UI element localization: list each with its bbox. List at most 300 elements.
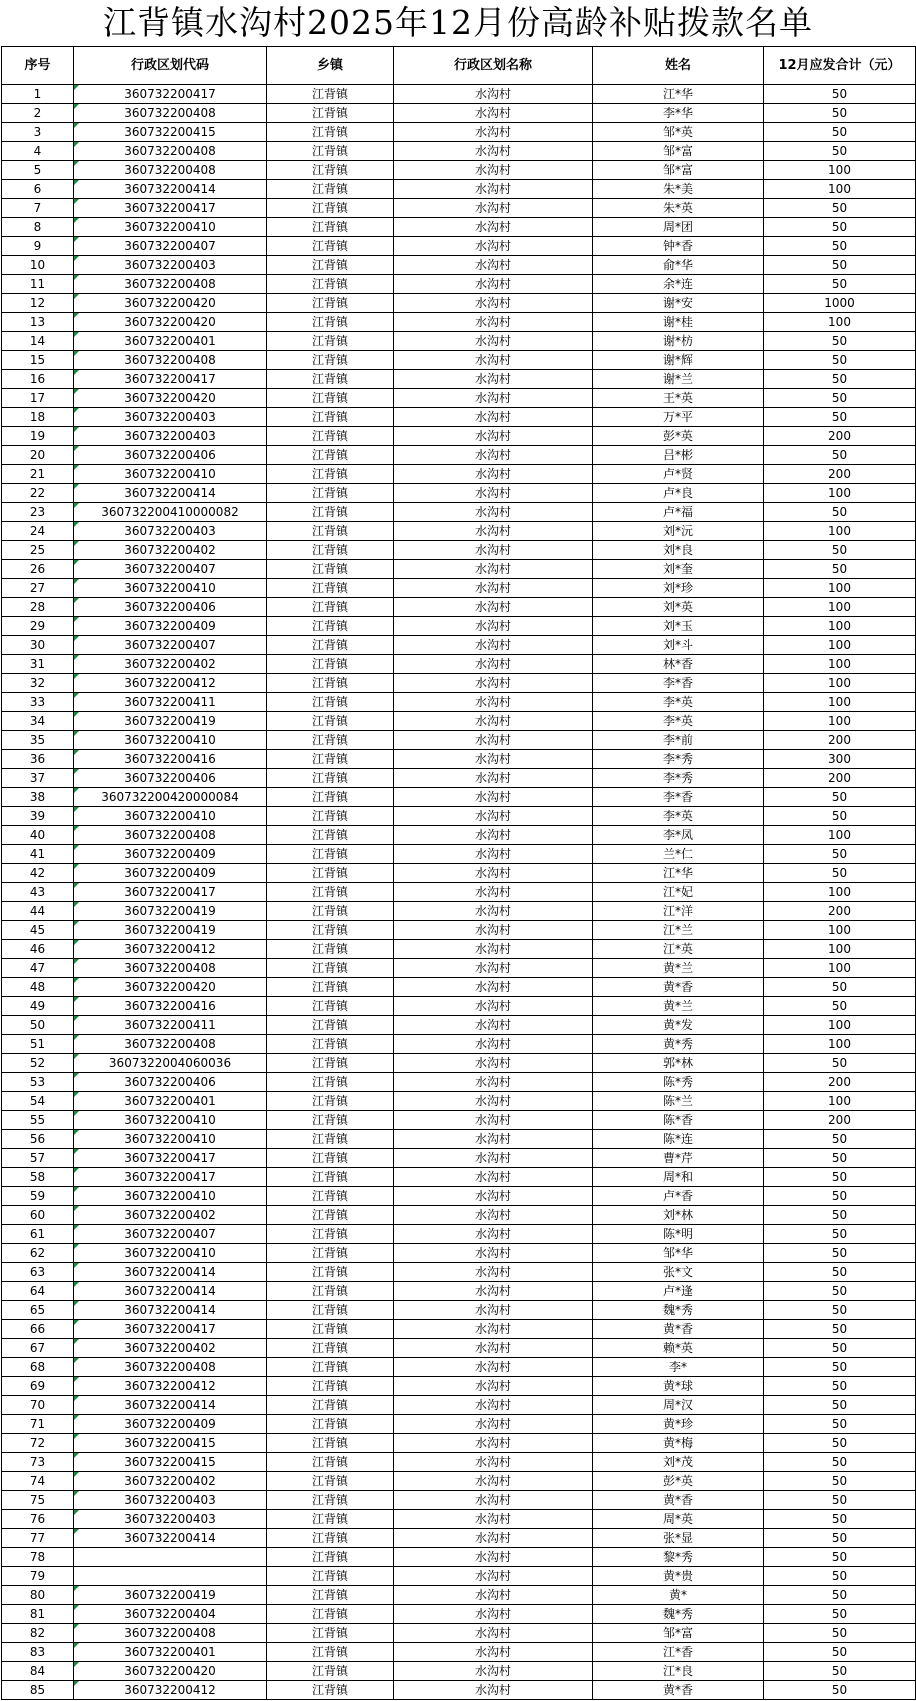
cell-division-code[interactable]: 360732200414 <box>74 180 267 199</box>
cell-division-code[interactable] <box>74 1548 267 1567</box>
cell-division-code[interactable]: 360732200401 <box>74 1643 267 1662</box>
cell-township[interactable]: 江背镇 <box>267 845 394 864</box>
cell-division-code[interactable]: 360732200401 <box>74 332 267 351</box>
cell-index[interactable]: 80 <box>2 1586 74 1605</box>
cell-division-name[interactable]: 水沟村 <box>394 655 593 674</box>
cell-division-name[interactable]: 水沟村 <box>394 807 593 826</box>
cell-division-code[interactable]: 360732200411 <box>74 1016 267 1035</box>
cell-index[interactable]: 27 <box>2 579 74 598</box>
cell-name[interactable]: 黄*珍 <box>593 1415 764 1434</box>
cell-division-name[interactable]: 水沟村 <box>394 1605 593 1624</box>
cell-division-code[interactable]: 360732200420 <box>74 1662 267 1681</box>
cell-township[interactable]: 江背镇 <box>267 1054 394 1073</box>
cell-index[interactable]: 34 <box>2 712 74 731</box>
cell-amount[interactable]: 50 <box>764 142 916 161</box>
cell-amount[interactable]: 50 <box>764 218 916 237</box>
cell-township[interactable]: 江背镇 <box>267 655 394 674</box>
cell-index[interactable]: 56 <box>2 1130 74 1149</box>
cell-name[interactable]: 俞*华 <box>593 256 764 275</box>
cell-index[interactable]: 71 <box>2 1415 74 1434</box>
cell-division-code[interactable]: 360732200414 <box>74 484 267 503</box>
cell-name[interactable]: 林*香 <box>593 655 764 674</box>
cell-township[interactable]: 江背镇 <box>267 1301 394 1320</box>
cell-division-code[interactable]: 360732200403 <box>74 427 267 446</box>
cell-division-code[interactable]: 360732200417 <box>74 370 267 389</box>
cell-township[interactable]: 江背镇 <box>267 1282 394 1301</box>
cell-name[interactable]: 曹*芹 <box>593 1149 764 1168</box>
cell-name[interactable]: 刘*良 <box>593 541 764 560</box>
cell-township[interactable]: 江背镇 <box>267 1624 394 1643</box>
cell-township[interactable]: 江背镇 <box>267 636 394 655</box>
cell-township[interactable]: 江背镇 <box>267 1339 394 1358</box>
cell-township[interactable]: 江背镇 <box>267 712 394 731</box>
cell-amount[interactable]: 50 <box>764 1453 916 1472</box>
cell-amount[interactable]: 50 <box>764 1320 916 1339</box>
cell-division-name[interactable]: 水沟村 <box>394 1263 593 1282</box>
cell-amount[interactable]: 100 <box>764 940 916 959</box>
cell-name[interactable]: 李*英 <box>593 693 764 712</box>
cell-amount[interactable]: 100 <box>764 1035 916 1054</box>
cell-amount[interactable]: 50 <box>764 1510 916 1529</box>
cell-division-name[interactable]: 水沟村 <box>394 1415 593 1434</box>
cell-township[interactable]: 江背镇 <box>267 769 394 788</box>
cell-division-name[interactable]: 水沟村 <box>394 1016 593 1035</box>
cell-township[interactable]: 江背镇 <box>267 1320 394 1339</box>
cell-name[interactable]: 周*汉 <box>593 1396 764 1415</box>
cell-division-code[interactable]: 360732200408 <box>74 161 267 180</box>
cell-index[interactable]: 85 <box>2 1681 74 1700</box>
cell-amount[interactable]: 50 <box>764 1415 916 1434</box>
cell-division-name[interactable]: 水沟村 <box>394 845 593 864</box>
cell-name[interactable]: 邹*富 <box>593 161 764 180</box>
cell-division-name[interactable]: 水沟村 <box>394 1244 593 1263</box>
cell-township[interactable]: 江背镇 <box>267 978 394 997</box>
cell-amount[interactable]: 50 <box>764 1548 916 1567</box>
cell-index[interactable]: 19 <box>2 427 74 446</box>
cell-index[interactable]: 23 <box>2 503 74 522</box>
cell-index[interactable]: 21 <box>2 465 74 484</box>
cell-amount[interactable]: 100 <box>764 579 916 598</box>
cell-amount[interactable]: 100 <box>764 655 916 674</box>
cell-division-code[interactable]: 360732200408 <box>74 1358 267 1377</box>
cell-division-name[interactable]: 水沟村 <box>394 636 593 655</box>
cell-division-name[interactable]: 水沟村 <box>394 1681 593 1700</box>
cell-township[interactable]: 江背镇 <box>267 503 394 522</box>
cell-township[interactable]: 江背镇 <box>267 484 394 503</box>
cell-name[interactable]: 郭*林 <box>593 1054 764 1073</box>
cell-division-name[interactable]: 水沟村 <box>394 1130 593 1149</box>
cell-township[interactable]: 江背镇 <box>267 826 394 845</box>
cell-division-code[interactable]: 360732200404 <box>74 1605 267 1624</box>
cell-township[interactable]: 江背镇 <box>267 1643 394 1662</box>
cell-amount[interactable]: 50 <box>764 256 916 275</box>
cell-amount[interactable]: 50 <box>764 1434 916 1453</box>
cell-index[interactable]: 47 <box>2 959 74 978</box>
cell-amount[interactable]: 50 <box>764 408 916 427</box>
cell-name[interactable]: 刘*英 <box>593 598 764 617</box>
cell-township[interactable]: 江背镇 <box>267 807 394 826</box>
cell-index[interactable]: 53 <box>2 1073 74 1092</box>
cell-division-code[interactable]: 360732200410 <box>74 1130 267 1149</box>
cell-amount[interactable]: 50 <box>764 332 916 351</box>
cell-township[interactable]: 江背镇 <box>267 560 394 579</box>
cell-division-code[interactable]: 360732200409 <box>74 617 267 636</box>
cell-name[interactable]: 李*华 <box>593 104 764 123</box>
cell-division-code[interactable]: 360732200414 <box>74 1263 267 1282</box>
cell-amount[interactable]: 100 <box>764 636 916 655</box>
cell-name[interactable]: 谢*安 <box>593 294 764 313</box>
cell-amount[interactable]: 50 <box>764 1681 916 1700</box>
cell-division-code[interactable]: 360732200408 <box>74 959 267 978</box>
cell-name[interactable]: 余*连 <box>593 275 764 294</box>
cell-name[interactable]: 黄*香 <box>593 1491 764 1510</box>
cell-division-name[interactable]: 水沟村 <box>394 1586 593 1605</box>
cell-name[interactable]: 刘*珍 <box>593 579 764 598</box>
cell-name[interactable]: 江*兰 <box>593 921 764 940</box>
cell-amount[interactable]: 50 <box>764 541 916 560</box>
cell-division-code[interactable]: 360732200402 <box>74 1339 267 1358</box>
cell-township[interactable]: 江背镇 <box>267 1035 394 1054</box>
cell-division-name[interactable]: 水沟村 <box>394 1301 593 1320</box>
cell-division-code[interactable]: 360732200417 <box>74 199 267 218</box>
cell-name[interactable]: 江*英 <box>593 940 764 959</box>
cell-amount[interactable]: 50 <box>764 1358 916 1377</box>
cell-index[interactable]: 68 <box>2 1358 74 1377</box>
cell-index[interactable]: 59 <box>2 1187 74 1206</box>
cell-division-code[interactable]: 360732200403 <box>74 256 267 275</box>
cell-index[interactable]: 74 <box>2 1472 74 1491</box>
cell-division-name[interactable]: 水沟村 <box>394 579 593 598</box>
cell-name[interactable]: 刘*茂 <box>593 1453 764 1472</box>
cell-division-name[interactable]: 水沟村 <box>394 313 593 332</box>
cell-index[interactable]: 30 <box>2 636 74 655</box>
cell-name[interactable]: 李*秀 <box>593 750 764 769</box>
cell-township[interactable]: 江背镇 <box>267 883 394 902</box>
cell-index[interactable]: 46 <box>2 940 74 959</box>
cell-township[interactable]: 江背镇 <box>267 1111 394 1130</box>
cell-division-name[interactable]: 水沟村 <box>394 864 593 883</box>
cell-division-code[interactable]: 360732200407 <box>74 636 267 655</box>
cell-name[interactable]: 谢*枋 <box>593 332 764 351</box>
cell-division-code[interactable]: 360732200410 <box>74 465 267 484</box>
cell-index[interactable]: 17 <box>2 389 74 408</box>
cell-division-code[interactable]: 360732200420 <box>74 313 267 332</box>
cell-division-name[interactable]: 水沟村 <box>394 1567 593 1586</box>
cell-index[interactable]: 3 <box>2 123 74 142</box>
cell-index[interactable]: 50 <box>2 1016 74 1035</box>
cell-township[interactable]: 江背镇 <box>267 294 394 313</box>
cell-name[interactable]: 江*华 <box>593 85 764 104</box>
cell-division-code[interactable]: 360732200406 <box>74 769 267 788</box>
cell-index[interactable]: 62 <box>2 1244 74 1263</box>
cell-division-code[interactable]: 360732200417 <box>74 1320 267 1339</box>
cell-name[interactable]: 刘*玉 <box>593 617 764 636</box>
cell-index[interactable]: 76 <box>2 1510 74 1529</box>
cell-name[interactable]: 张*显 <box>593 1529 764 1548</box>
cell-index[interactable]: 33 <box>2 693 74 712</box>
cell-name[interactable]: 黎*秀 <box>593 1548 764 1567</box>
cell-amount[interactable]: 200 <box>764 769 916 788</box>
cell-name[interactable]: 卢*逢 <box>593 1282 764 1301</box>
cell-index[interactable]: 44 <box>2 902 74 921</box>
cell-division-code[interactable]: 360732200407 <box>74 560 267 579</box>
cell-name[interactable]: 李*秀 <box>593 769 764 788</box>
cell-division-code[interactable]: 360732200408 <box>74 351 267 370</box>
cell-division-code[interactable]: 360732200419 <box>74 902 267 921</box>
cell-township[interactable]: 江背镇 <box>267 1510 394 1529</box>
cell-amount[interactable]: 100 <box>764 674 916 693</box>
cell-index[interactable]: 72 <box>2 1434 74 1453</box>
cell-division-code[interactable]: 360732200410000082 <box>74 503 267 522</box>
cell-division-code[interactable]: 360732200412 <box>74 1681 267 1700</box>
cell-division-code[interactable]: 360732200412 <box>74 940 267 959</box>
cell-amount[interactable]: 50 <box>764 1624 916 1643</box>
cell-township[interactable]: 江背镇 <box>267 674 394 693</box>
cell-division-code[interactable]: 360732200415 <box>74 1434 267 1453</box>
cell-division-name[interactable]: 水沟村 <box>394 427 593 446</box>
cell-township[interactable]: 江背镇 <box>267 1358 394 1377</box>
cell-division-name[interactable]: 水沟村 <box>394 1491 593 1510</box>
cell-name[interactable]: 朱*美 <box>593 180 764 199</box>
cell-name[interactable]: 卢*福 <box>593 503 764 522</box>
cell-amount[interactable]: 50 <box>764 1149 916 1168</box>
cell-amount[interactable]: 50 <box>764 560 916 579</box>
cell-index[interactable]: 37 <box>2 769 74 788</box>
cell-index[interactable]: 16 <box>2 370 74 389</box>
cell-name[interactable]: 王*英 <box>593 389 764 408</box>
cell-index[interactable]: 35 <box>2 731 74 750</box>
cell-division-name[interactable]: 水沟村 <box>394 446 593 465</box>
cell-index[interactable]: 84 <box>2 1662 74 1681</box>
cell-name[interactable]: 李*香 <box>593 674 764 693</box>
cell-division-code[interactable]: 360732200417 <box>74 1149 267 1168</box>
cell-amount[interactable]: 50 <box>764 1377 916 1396</box>
cell-division-code[interactable]: 360732200414 <box>74 1301 267 1320</box>
cell-township[interactable]: 江背镇 <box>267 256 394 275</box>
cell-division-name[interactable]: 水沟村 <box>394 256 593 275</box>
cell-name[interactable]: 陈*明 <box>593 1225 764 1244</box>
cell-division-name[interactable]: 水沟村 <box>394 1111 593 1130</box>
cell-index[interactable]: 63 <box>2 1263 74 1282</box>
cell-division-code[interactable]: 360732200414 <box>74 1282 267 1301</box>
cell-township[interactable]: 江背镇 <box>267 1149 394 1168</box>
cell-division-code[interactable]: 360732200401 <box>74 1092 267 1111</box>
cell-township[interactable]: 江背镇 <box>267 1491 394 1510</box>
cell-index[interactable]: 28 <box>2 598 74 617</box>
cell-division-code[interactable]: 360732200408 <box>74 104 267 123</box>
cell-township[interactable]: 江背镇 <box>267 465 394 484</box>
cell-township[interactable]: 江背镇 <box>267 1092 394 1111</box>
cell-division-code[interactable]: 360732200408 <box>74 1035 267 1054</box>
cell-amount[interactable]: 1000 <box>764 294 916 313</box>
cell-index[interactable]: 55 <box>2 1111 74 1130</box>
cell-name[interactable]: 邹*富 <box>593 142 764 161</box>
cell-division-name[interactable]: 水沟村 <box>394 1225 593 1244</box>
cell-name[interactable]: 魏*秀 <box>593 1605 764 1624</box>
cell-index[interactable]: 83 <box>2 1643 74 1662</box>
cell-division-name[interactable]: 水沟村 <box>394 1434 593 1453</box>
cell-township[interactable]: 江背镇 <box>267 180 394 199</box>
cell-division-name[interactable]: 水沟村 <box>394 921 593 940</box>
cell-township[interactable]: 江背镇 <box>267 750 394 769</box>
cell-index[interactable]: 11 <box>2 275 74 294</box>
cell-amount[interactable]: 100 <box>764 161 916 180</box>
cell-index[interactable]: 57 <box>2 1149 74 1168</box>
cell-name[interactable]: 江*洋 <box>593 902 764 921</box>
cell-division-name[interactable]: 水沟村 <box>394 199 593 218</box>
cell-division-name[interactable]: 水沟村 <box>394 1624 593 1643</box>
cell-division-name[interactable]: 水沟村 <box>394 959 593 978</box>
cell-division-name[interactable]: 水沟村 <box>394 1358 593 1377</box>
cell-division-code[interactable]: 360732200411 <box>74 693 267 712</box>
cell-amount[interactable]: 200 <box>764 1073 916 1092</box>
cell-division-name[interactable]: 水沟村 <box>394 1339 593 1358</box>
cell-division-name[interactable]: 水沟村 <box>394 104 593 123</box>
cell-index[interactable]: 10 <box>2 256 74 275</box>
cell-index[interactable]: 6 <box>2 180 74 199</box>
cell-name[interactable]: 彭*英 <box>593 427 764 446</box>
cell-index[interactable]: 26 <box>2 560 74 579</box>
cell-amount[interactable]: 50 <box>764 237 916 256</box>
cell-division-code[interactable]: 360732200407 <box>74 237 267 256</box>
cell-township[interactable]: 江背镇 <box>267 522 394 541</box>
cell-division-code[interactable]: 360732200419 <box>74 712 267 731</box>
cell-index[interactable]: 67 <box>2 1339 74 1358</box>
cell-index[interactable]: 69 <box>2 1377 74 1396</box>
cell-amount[interactable]: 50 <box>764 1396 916 1415</box>
cell-amount[interactable]: 50 <box>764 123 916 142</box>
cell-amount[interactable]: 50 <box>764 1263 916 1282</box>
cell-index[interactable]: 65 <box>2 1301 74 1320</box>
cell-amount[interactable]: 100 <box>764 712 916 731</box>
cell-index[interactable]: 66 <box>2 1320 74 1339</box>
cell-amount[interactable]: 50 <box>764 1225 916 1244</box>
cell-amount[interactable]: 100 <box>764 617 916 636</box>
cell-name[interactable]: 周*和 <box>593 1168 764 1187</box>
cell-division-name[interactable]: 水沟村 <box>394 85 593 104</box>
cell-division-code[interactable]: 360732200414 <box>74 1396 267 1415</box>
cell-township[interactable]: 江背镇 <box>267 332 394 351</box>
cell-index[interactable]: 61 <box>2 1225 74 1244</box>
cell-index[interactable]: 18 <box>2 408 74 427</box>
cell-division-name[interactable]: 水沟村 <box>394 332 593 351</box>
cell-index[interactable]: 8 <box>2 218 74 237</box>
cell-amount[interactable]: 300 <box>764 750 916 769</box>
cell-division-code[interactable]: 360732200402 <box>74 1206 267 1225</box>
cell-amount[interactable]: 50 <box>764 351 916 370</box>
cell-division-name[interactable]: 水沟村 <box>394 1073 593 1092</box>
cell-township[interactable]: 江背镇 <box>267 864 394 883</box>
cell-division-name[interactable]: 水沟村 <box>394 674 593 693</box>
cell-amount[interactable]: 100 <box>764 313 916 332</box>
cell-name[interactable]: 谢*辉 <box>593 351 764 370</box>
cell-division-code[interactable]: 360732200416 <box>74 750 267 769</box>
cell-amount[interactable]: 50 <box>764 1643 916 1662</box>
cell-amount[interactable]: 100 <box>764 598 916 617</box>
cell-name[interactable]: 黄*球 <box>593 1377 764 1396</box>
cell-township[interactable]: 江背镇 <box>267 693 394 712</box>
cell-name[interactable]: 吕*彬 <box>593 446 764 465</box>
cell-township[interactable]: 江背镇 <box>267 275 394 294</box>
cell-division-name[interactable]: 水沟村 <box>394 180 593 199</box>
cell-division-code[interactable]: 360732200406 <box>74 446 267 465</box>
cell-name[interactable]: 万*平 <box>593 408 764 427</box>
cell-division-code[interactable]: 3607322004060036 <box>74 1054 267 1073</box>
cell-township[interactable]: 江背镇 <box>267 446 394 465</box>
cell-division-name[interactable]: 水沟村 <box>394 1206 593 1225</box>
cell-amount[interactable]: 200 <box>764 1111 916 1130</box>
cell-name[interactable]: 黄*秀 <box>593 1035 764 1054</box>
cell-name[interactable]: 邹*英 <box>593 123 764 142</box>
cell-division-code[interactable]: 360732200416 <box>74 997 267 1016</box>
cell-index[interactable]: 12 <box>2 294 74 313</box>
cell-index[interactable]: 39 <box>2 807 74 826</box>
cell-index[interactable]: 51 <box>2 1035 74 1054</box>
cell-division-code[interactable]: 360732200406 <box>74 1073 267 1092</box>
cell-name[interactable]: 周*英 <box>593 1510 764 1529</box>
cell-name[interactable]: 卢*贤 <box>593 465 764 484</box>
cell-name[interactable]: 刘*斗 <box>593 636 764 655</box>
cell-name[interactable]: 黄*香 <box>593 1681 764 1700</box>
cell-amount[interactable]: 100 <box>764 921 916 940</box>
cell-index[interactable]: 79 <box>2 1567 74 1586</box>
cell-amount[interactable]: 100 <box>764 484 916 503</box>
cell-township[interactable]: 江背镇 <box>267 370 394 389</box>
cell-division-code[interactable]: 360732200403 <box>74 522 267 541</box>
cell-township[interactable]: 江背镇 <box>267 788 394 807</box>
cell-division-code[interactable]: 360732200420 <box>74 978 267 997</box>
cell-division-code[interactable]: 360732200410 <box>74 1244 267 1263</box>
cell-index[interactable]: 40 <box>2 826 74 845</box>
cell-amount[interactable]: 50 <box>764 1282 916 1301</box>
cell-amount[interactable]: 50 <box>764 1301 916 1320</box>
cell-name[interactable]: 黄*香 <box>593 978 764 997</box>
cell-name[interactable]: 张*文 <box>593 1263 764 1282</box>
cell-amount[interactable]: 50 <box>764 370 916 389</box>
cell-township[interactable]: 江背镇 <box>267 1225 394 1244</box>
cell-name[interactable]: 陈*连 <box>593 1130 764 1149</box>
cell-division-name[interactable]: 水沟村 <box>394 902 593 921</box>
cell-division-name[interactable]: 水沟村 <box>394 617 593 636</box>
cell-division-name[interactable]: 水沟村 <box>394 560 593 579</box>
cell-division-code[interactable]: 360732200412 <box>74 674 267 693</box>
cell-township[interactable]: 江背镇 <box>267 123 394 142</box>
cell-index[interactable]: 54 <box>2 1092 74 1111</box>
cell-name[interactable]: 谢*桂 <box>593 313 764 332</box>
cell-name[interactable]: 江*华 <box>593 864 764 883</box>
cell-township[interactable]: 江背镇 <box>267 1681 394 1700</box>
cell-township[interactable]: 江背镇 <box>267 959 394 978</box>
cell-name[interactable]: 陈*秀 <box>593 1073 764 1092</box>
cell-index[interactable]: 5 <box>2 161 74 180</box>
cell-division-code[interactable]: 360732200408 <box>74 826 267 845</box>
cell-amount[interactable]: 50 <box>764 1662 916 1681</box>
cell-index[interactable]: 75 <box>2 1491 74 1510</box>
cell-township[interactable]: 江背镇 <box>267 1016 394 1035</box>
cell-division-code[interactable]: 360732200420 <box>74 294 267 313</box>
cell-division-name[interactable]: 水沟村 <box>394 1054 593 1073</box>
cell-name[interactable]: 邹*富 <box>593 1624 764 1643</box>
cell-division-name[interactable]: 水沟村 <box>394 750 593 769</box>
cell-index[interactable]: 14 <box>2 332 74 351</box>
cell-division-name[interactable]: 水沟村 <box>394 389 593 408</box>
cell-amount[interactable]: 50 <box>764 1206 916 1225</box>
cell-index[interactable]: 52 <box>2 1054 74 1073</box>
cell-division-code[interactable]: 360732200412 <box>74 1377 267 1396</box>
cell-amount[interactable]: 50 <box>764 1567 916 1586</box>
cell-township[interactable]: 江背镇 <box>267 1605 394 1624</box>
cell-index[interactable]: 36 <box>2 750 74 769</box>
